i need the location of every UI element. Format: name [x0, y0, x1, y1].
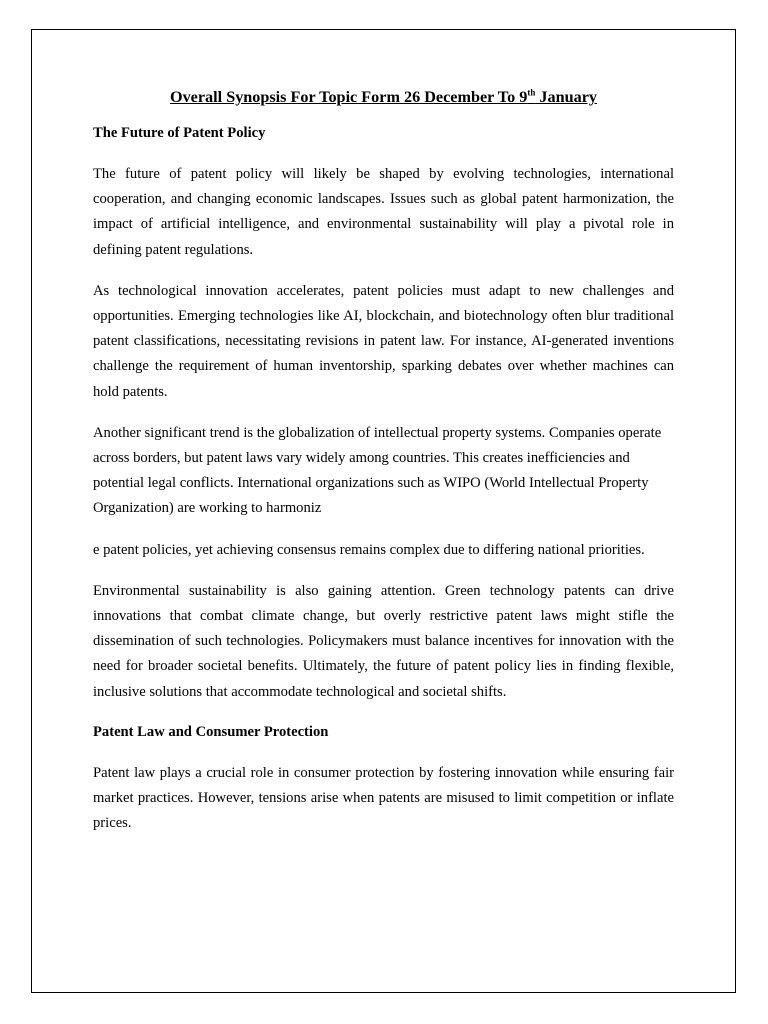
section-heading: Patent Law and Consumer Protection [93, 723, 329, 740]
paragraph: Another significant trend is the globalization of intellectual property systems. Companies operate across borders, but patent laws vary widely among countries. This creates inefficiencies and potential legal conflicts. International organizations such as WIPO (World Intellectual Property Organization) are working to harmoniz [93, 424, 662, 517]
title-superscript: th [527, 87, 536, 98]
title-end: January [535, 88, 597, 106]
paragraph: Patent law plays a crucial role in consumer protection by fostering innovation while ensuring fair market practices. However, tensions arise when patents are misused to limit competition or inflate prices. [93, 764, 674, 832]
document-title [93, 84, 674, 110]
paragraph: e patent policies, yet achieving consensus remains complex due to differing national priorities. [93, 541, 645, 558]
section-heading: The Future of Patent Policy [93, 125, 266, 141]
paragraph: As technological innovation accelerates, patent policies must adapt to new challenges and opportunities. Emerging technologies like AI, blockchain, and biotechnology often blur traditional patent classifications, necessitating revisions in patent law. For instance, AI-generated inventions challenge the requirement of human inventorship, sparking debates over whether machines can hold patents. [93, 282, 674, 400]
paragraph: The future of patent policy will likely be shaped by evolving technologies, international cooperation, and changing economic landscapes. Issues such as global patent harmonization, the impact of artificial intelligence, and environmental sustainability will play a pivotal role in defining patent regulations. [93, 166, 674, 258]
document-body [93, 84, 674, 852]
paragraph: Environmental sustainability is also gaining attention. Green technology patents can drive innovations that combat climate change, but overly restrictive patent laws might stifle the dissemination of such technologies. Policymakers must balance incentives for innovation with the need for broader societal benefits. Ultimately, the future of patent policy lies in finding flexible, inclusive solutions that accommodate technological and societal shifts. [93, 582, 674, 700]
title-main: Overall Synopsis For Topic Form 26 December To 9 [170, 88, 528, 106]
